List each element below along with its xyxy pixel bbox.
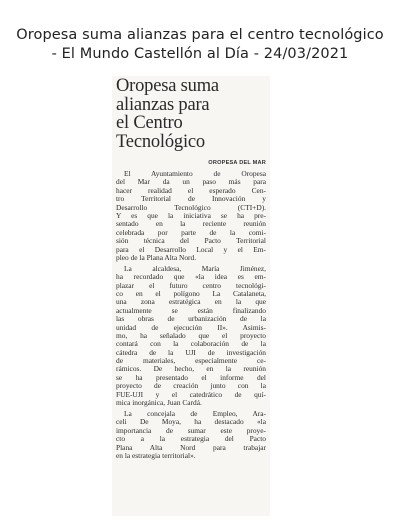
article-line: proyecto de creación junto con la <box>116 382 266 391</box>
article-line: mica inorgánica, Juan Cardá. <box>116 399 202 408</box>
section-tag: OROPESA DEL MAR <box>208 160 266 166</box>
article-line: La concejala de Empleo, Ara- <box>124 409 266 418</box>
article-line: una zona estratégica en la que <box>116 298 266 307</box>
article-line: actualmente se están finalizando <box>116 306 266 315</box>
article-line: de materiales, especialmente ce- <box>116 357 266 366</box>
article-line: rámicos. De hecho, en la reunión <box>116 365 266 374</box>
article-body <box>116 170 266 463</box>
article-line: para el Desarrollo Local y el Em- <box>116 245 266 254</box>
document-caption <box>0 26 400 64</box>
newspaper-clipping <box>112 76 270 516</box>
article-line: plazar el futuro centro tecnológi- <box>116 281 266 290</box>
article-line: La alcaldesa, María Jiménez, <box>124 264 266 273</box>
article-line: cto a la estrategia del Pacto <box>116 435 266 444</box>
article-line: hacer realidad el esperado Cen- <box>116 186 266 195</box>
article-line: co en el polígono La Catalaneta, <box>116 289 266 298</box>
article-line: del Mar da un paso más para <box>116 178 266 187</box>
article-paragraph <box>116 265 266 408</box>
article-line: se ha presentado el informe del <box>116 373 266 382</box>
article-line: importancia de sumar este proye- <box>116 426 266 435</box>
caption-title-line: Oropesa suma alianzas para el centro tecnológico <box>16 27 384 43</box>
article-line: sentado en la reciente reunión <box>116 220 266 229</box>
headline-line: el Centro <box>116 113 183 133</box>
article-line: sión técnica del Pacto Territorial <box>116 237 266 246</box>
article-line: tro Territorial de Innovación y <box>116 195 266 204</box>
article-line: pleo de la Plana Alta Nord. <box>116 253 197 262</box>
article-line: celebrada por parte de la comi- <box>116 228 266 237</box>
article-line: ha recordado que «la idea es em- <box>116 273 266 282</box>
headline-line: Oropesa suma <box>116 76 219 96</box>
article-line: Plana Alta Nord para trabajar <box>116 443 266 452</box>
article-paragraph <box>116 410 266 460</box>
article-line: Y es que la iniciativa se ha pre- <box>116 211 266 220</box>
article-line: Desarrollo Tecnológico (CTI+D). <box>116 203 266 212</box>
article-line: las obras de urbanización de la <box>116 315 266 324</box>
article-paragraph <box>116 170 266 262</box>
article-line: cátedra de la UJI de investigación <box>116 348 266 357</box>
article-line: contará con la colaboración de la <box>116 340 266 349</box>
article-line: unidad de ejecución II». Asimis- <box>116 323 266 332</box>
article-line: mo, ha señalado que el proyecto <box>116 331 266 340</box>
headline-line: Tecnológico <box>116 131 205 152</box>
article-headline <box>116 77 268 151</box>
caption-source-line: - El Mundo Castellón al Día - 24/03/2021 <box>51 46 349 62</box>
article-line: en la estrategia territorial». <box>116 451 196 460</box>
article-line: El Ayuntamiento de Oropesa <box>124 170 266 178</box>
article-line: FUE-UJI y el catedrático de quí- <box>116 390 266 399</box>
article-line: celi De Moya, ha destacado «la <box>116 418 266 427</box>
headline-line: alianzas para <box>116 94 210 115</box>
